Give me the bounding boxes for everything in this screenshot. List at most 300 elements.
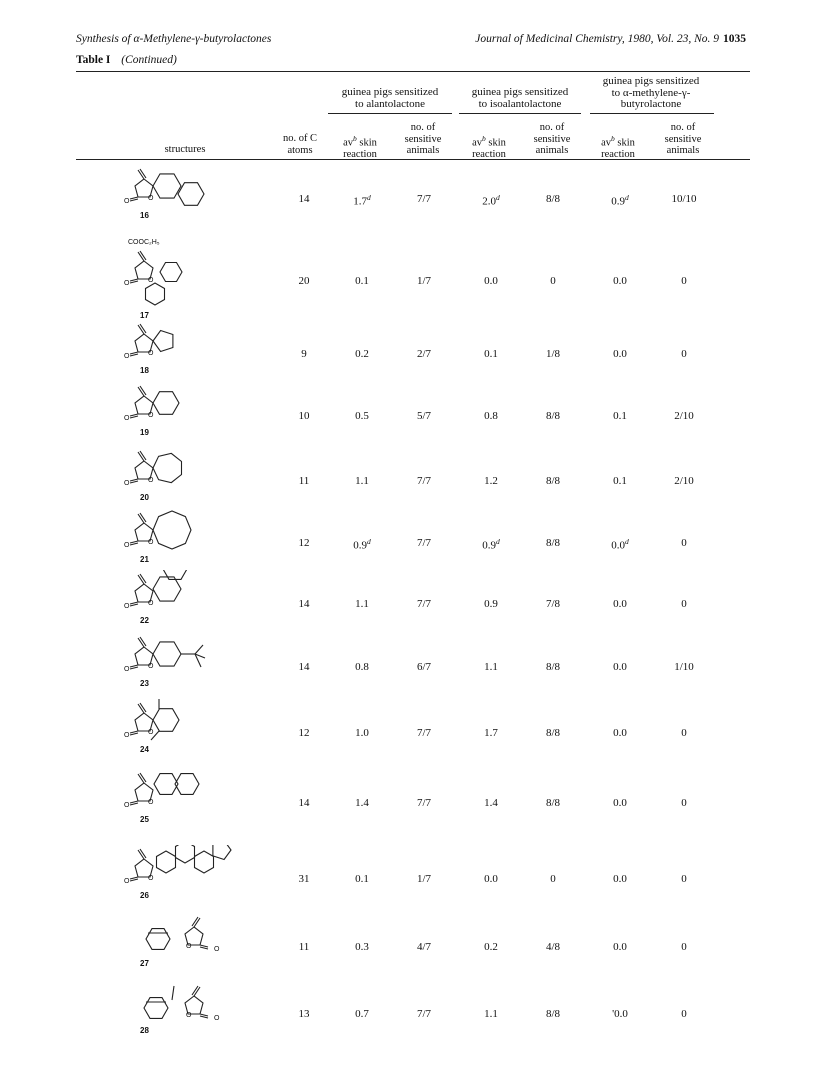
methylene-skin-reaction <box>592 475 648 487</box>
cell-value: 1.7 <box>353 195 367 208</box>
table-top-rule <box>76 71 750 72</box>
column-header-methylene-skin <box>588 133 648 161</box>
cell-value: 8/8 <box>545 193 561 205</box>
group-rule-methylene <box>590 113 714 114</box>
methylene-sensitive-animals <box>656 193 712 205</box>
cell-value: 1/10 <box>674 661 694 673</box>
isoalantolactone-skin-reaction <box>463 193 519 208</box>
compound-number: 21 <box>140 555 149 564</box>
cell-value: 0.9 <box>482 539 496 552</box>
svg-text:O: O <box>124 353 130 360</box>
carbocycle <box>144 998 168 1019</box>
cell-value: 0.0 <box>613 348 627 360</box>
isoalantolactone-sensitive-animals <box>525 1008 581 1020</box>
cell-value: 11 <box>298 475 310 487</box>
footnote-marker: d <box>496 537 500 546</box>
column-header-alantolactone-sensitive <box>392 122 454 157</box>
methylene-sensitive-animals <box>656 348 712 360</box>
header-line: sensitive <box>533 133 571 145</box>
cell-value: 7/7 <box>416 193 432 205</box>
cell-value: 0.2 <box>355 348 369 360</box>
cell-value: 14 <box>298 193 310 205</box>
structure-drawing <box>116 382 266 447</box>
journal-citation: Journal of Medicinal Chemistry, 1980, Vol. 23, No. 9 <box>475 33 719 45</box>
carbocycle <box>153 511 191 549</box>
structure-drawing <box>116 769 266 834</box>
isoalantolactone-skin-reaction <box>463 475 519 487</box>
alantolactone-sensitive-animals <box>396 193 452 205</box>
cell-value: 2/7 <box>416 348 432 360</box>
svg-text:O: O <box>148 195 154 202</box>
alantolactone-skin-reaction <box>334 410 390 422</box>
svg-text:O: O <box>124 542 130 549</box>
cell-value: 7/7 <box>416 475 432 487</box>
methylene-sensitive-animals <box>656 537 712 549</box>
carbon-count <box>276 598 332 610</box>
methylene-skin-reaction <box>592 275 648 287</box>
footnote-marker: d <box>625 537 629 546</box>
cell-value: 1.1 <box>355 598 369 610</box>
cell-value: 0.1 <box>484 348 498 360</box>
compound-number: 28 <box>140 1026 149 1035</box>
cell-value: 10/10 <box>671 193 697 205</box>
cell-value: '0.0 <box>612 1008 628 1020</box>
carbocycle <box>153 392 179 415</box>
group-header-line: to isoalantolactone <box>478 97 562 110</box>
cell-value: 0.1 <box>613 410 627 422</box>
cell-value: 2/10 <box>674 410 694 422</box>
cell-value: 4/8 <box>545 941 561 953</box>
structure-substituent: COOC₂H₅ <box>128 239 160 246</box>
cell-value: 0 <box>681 873 687 885</box>
cell-value: 8/8 <box>545 475 561 487</box>
alantolactone-skin-reaction <box>334 873 390 885</box>
structure-drawing <box>116 509 266 574</box>
structure-drawing <box>116 980 266 1045</box>
isoalantolactone-skin-reaction <box>463 275 519 287</box>
compound-number: 17 <box>140 311 149 320</box>
alantolactone-sensitive-animals <box>396 410 452 422</box>
compound-number: 22 <box>140 616 149 625</box>
group-rule-isoalantolactone <box>459 113 581 114</box>
structure-drawing <box>116 913 266 978</box>
cell-value: 0 <box>681 537 687 549</box>
header-skin: skin <box>614 137 635 149</box>
cell-value: 0.5 <box>355 410 369 422</box>
svg-text:O: O <box>124 480 130 487</box>
svg-text:O: O <box>124 280 130 287</box>
cell-value: 8/8 <box>545 410 561 422</box>
alantolactone-skin-reaction <box>334 193 390 208</box>
alantolactone-skin-reaction <box>334 941 390 953</box>
carbocycle <box>153 331 173 352</box>
compound-number: 27 <box>140 959 149 968</box>
isoalantolactone-sensitive-animals <box>525 727 581 739</box>
cell-value: 7/7 <box>416 1008 432 1020</box>
carbon-count <box>276 873 332 885</box>
cell-value: 0 <box>681 598 687 610</box>
header-line <box>330 133 390 149</box>
alantolactone-sensitive-animals <box>396 873 452 885</box>
alantolactone-skin-reaction <box>334 661 390 673</box>
compound-number: 18 <box>140 366 149 375</box>
running-head <box>76 33 746 49</box>
carbon-count <box>276 727 332 739</box>
structure-drawing <box>116 633 266 698</box>
structure-drawing <box>116 570 266 635</box>
cell-value: 8/8 <box>545 537 561 549</box>
cell-value: 2/10 <box>674 475 694 487</box>
carbocycle <box>146 283 165 305</box>
svg-text:O: O <box>124 802 130 809</box>
cell-value: 8/8 <box>545 1008 561 1020</box>
isoalantolactone-skin-reaction <box>463 661 519 673</box>
isoalantolactone-skin-reaction <box>463 941 519 953</box>
methylene-sensitive-animals <box>656 275 712 287</box>
cell-value: 2.0 <box>482 195 496 208</box>
carbon-count <box>276 661 332 673</box>
cell-value: 0 <box>681 1008 687 1020</box>
methylene-sensitive-animals <box>656 661 712 673</box>
alantolactone-sensitive-animals <box>396 598 452 610</box>
methylene-sensitive-animals <box>656 797 712 809</box>
cell-value: 0.1 <box>355 275 369 287</box>
methylene-skin-reaction <box>592 410 648 422</box>
header-line <box>588 133 648 149</box>
cell-value: 13 <box>298 1008 310 1020</box>
cell-value: 7/7 <box>416 598 432 610</box>
cell-value: 0.0 <box>484 275 498 287</box>
carbon-count <box>276 348 332 360</box>
methylene-skin-reaction <box>592 1008 648 1020</box>
carbocycle <box>153 577 181 601</box>
carbon-count <box>276 193 332 205</box>
alantolactone-sensitive-animals <box>396 275 452 287</box>
carbocycle <box>153 709 179 732</box>
cell-value: 0.0 <box>613 727 627 739</box>
isoalantolactone-skin-reaction <box>463 1008 519 1020</box>
svg-text:O: O <box>148 875 154 882</box>
structure-drawing <box>116 165 266 230</box>
alantolactone-sensitive-animals <box>396 661 452 673</box>
cell-value: 0.0 <box>484 873 498 885</box>
carbocycle <box>160 263 182 282</box>
column-header-isoalantolactone-sensitive <box>521 122 583 157</box>
cell-value: 14 <box>298 661 310 673</box>
carbon-count <box>276 1008 332 1020</box>
cell-value: 7/7 <box>416 727 432 739</box>
alantolactone-sensitive-animals <box>396 941 452 953</box>
header-line: reaction <box>343 149 377 160</box>
alantolactone-sensitive-animals <box>396 797 452 809</box>
cell-value: 4/7 <box>416 941 432 953</box>
isoalantolactone-sensitive-animals <box>525 661 581 673</box>
alantolactone-skin-reaction <box>334 1008 390 1020</box>
structure-drawing <box>116 320 266 385</box>
table-label: Table I <box>76 54 111 66</box>
methylene-skin-reaction <box>592 348 648 360</box>
compound-number: 26 <box>140 891 149 900</box>
compound-number: 24 <box>140 745 149 754</box>
svg-text:O: O <box>186 943 192 950</box>
running-head-journal <box>475 33 746 45</box>
svg-text:O: O <box>124 198 130 205</box>
isoalantolactone-skin-reaction <box>463 727 519 739</box>
header-line: reaction <box>472 149 506 160</box>
group-header-line: guinea pigs sensitized <box>602 75 700 87</box>
methylene-skin-reaction <box>592 797 648 809</box>
cell-value: 0 <box>681 797 687 809</box>
alantolactone-sensitive-animals <box>396 475 452 487</box>
footnote-marker: d <box>496 193 500 202</box>
column-header-isoalantolactone-skin <box>459 133 519 161</box>
svg-text:O: O <box>148 277 154 284</box>
isoalantolactone-skin-reaction <box>463 537 519 552</box>
header-av: av <box>343 137 354 149</box>
header-line: no. of <box>410 122 436 133</box>
carbocycle <box>195 851 214 873</box>
cell-value: 0.9 <box>611 195 625 208</box>
methylene-skin-reaction <box>592 873 648 885</box>
cell-value: 0.1 <box>613 475 627 487</box>
cell-value: 31 <box>298 873 310 885</box>
structure-drawing <box>116 845 266 910</box>
svg-text:O: O <box>148 350 154 357</box>
header-line: atoms <box>287 144 313 156</box>
methylene-sensitive-animals <box>656 941 712 953</box>
header-line: sensitive <box>404 133 442 145</box>
header-line: no. of <box>539 122 565 133</box>
alantolactone-sensitive-animals <box>396 727 452 739</box>
methylene-sensitive-animals <box>656 410 712 422</box>
svg-text:O: O <box>124 603 130 610</box>
cell-value: 0.0 <box>613 275 627 287</box>
svg-text:O: O <box>124 666 130 673</box>
cell-value: 0.9 <box>484 598 498 610</box>
svg-text:O: O <box>148 539 154 546</box>
methylene-skin-reaction <box>592 598 648 610</box>
carbocycle <box>176 845 195 863</box>
footnote-marker: d <box>367 193 371 202</box>
header-skin: skin <box>356 137 377 149</box>
isoalantolactone-sensitive-animals <box>525 193 581 205</box>
header-line: animals <box>535 145 569 156</box>
structure-drawing <box>116 247 266 312</box>
cell-value: 14 <box>298 598 310 610</box>
carbocycle <box>153 174 181 198</box>
methylene-sensitive-animals <box>656 598 712 610</box>
isoalantolactone-skin-reaction <box>463 873 519 885</box>
svg-text:O: O <box>148 477 154 484</box>
cell-value: 1.2 <box>484 475 498 487</box>
isoalantolactone-sensitive-animals <box>525 475 581 487</box>
cell-value: 8/8 <box>545 661 561 673</box>
footnote-b: b <box>611 134 615 143</box>
alantolactone-skin-reaction <box>334 275 390 287</box>
svg-text:O: O <box>148 799 154 806</box>
isoalantolactone-skin-reaction <box>463 797 519 809</box>
methylene-skin-reaction <box>592 727 648 739</box>
cell-value: 1.4 <box>484 797 498 809</box>
cell-value: 0.1 <box>355 873 369 885</box>
alantolactone-sensitive-animals <box>396 348 452 360</box>
methylene-skin-reaction <box>592 661 648 673</box>
table-header-bottom-rule <box>76 159 750 160</box>
header-line: sensitive <box>664 133 702 145</box>
group-header-isoalantolactone <box>455 87 585 110</box>
methylene-skin-reaction <box>592 537 648 552</box>
alantolactone-sensitive-animals <box>396 537 452 549</box>
column-header-alantolactone-skin <box>330 133 390 161</box>
column-header-structures: structures <box>164 144 206 155</box>
compound-number: 23 <box>140 679 149 688</box>
cell-value: 0 <box>550 873 556 885</box>
svg-text:O: O <box>148 412 154 419</box>
methylene-sensitive-animals <box>656 873 712 885</box>
column-header-carbon-atoms <box>270 133 330 156</box>
cell-value: 0.3 <box>355 941 369 953</box>
svg-text:O: O <box>124 415 130 422</box>
cell-value: 0.0 <box>611 539 625 552</box>
compound-number: 20 <box>140 493 149 502</box>
isoalantolactone-skin-reaction <box>463 410 519 422</box>
page-number: 1035 <box>723 33 746 45</box>
cell-value: 20 <box>298 275 310 287</box>
cell-value: 0.0 <box>613 941 627 953</box>
header-line: no. of <box>670 122 696 133</box>
isoalantolactone-sensitive-animals <box>525 348 581 360</box>
structure-drawing <box>116 447 266 512</box>
isoalantolactone-sensitive-animals <box>525 598 581 610</box>
cell-value: 0.8 <box>484 410 498 422</box>
cell-value: 0.9 <box>353 539 367 552</box>
alantolactone-skin-reaction <box>334 598 390 610</box>
isoalantolactone-sensitive-animals <box>525 941 581 953</box>
header-line: reaction <box>601 149 635 160</box>
svg-text:O: O <box>124 878 130 885</box>
cell-value: 7/8 <box>545 598 561 610</box>
carbocycle <box>157 851 176 873</box>
methylene-skin-reaction <box>592 941 648 953</box>
isoalantolactone-sensitive-animals <box>525 275 581 287</box>
structure-drawing <box>116 699 266 764</box>
methylene-skin-reaction <box>592 193 648 208</box>
column-header-methylene-sensitive <box>652 122 714 157</box>
methylene-sensitive-animals <box>656 475 712 487</box>
cell-value: 0.8 <box>355 661 369 673</box>
cell-value: 5/7 <box>416 410 432 422</box>
svg-text:O: O <box>148 729 154 736</box>
cell-value: 0 <box>550 275 556 287</box>
cell-value: 7/7 <box>416 537 432 549</box>
carbon-count <box>276 410 332 422</box>
footnote-marker: d <box>367 537 371 546</box>
cell-value: 8/8 <box>545 727 561 739</box>
cell-value: 0.2 <box>484 941 498 953</box>
svg-text:O: O <box>148 600 154 607</box>
header-line: animals <box>406 145 440 156</box>
header-line: animals <box>666 145 700 156</box>
header-skin: skin <box>485 137 506 149</box>
alantolactone-skin-reaction <box>334 537 390 552</box>
cell-value: 1.1 <box>355 475 369 487</box>
compound-number: 19 <box>140 428 149 437</box>
group-header-line: guinea pigs sensitized <box>341 86 439 98</box>
table-continued: (Continued) <box>121 54 177 66</box>
cell-value: 12 <box>298 537 310 549</box>
isoalantolactone-sensitive-animals <box>525 797 581 809</box>
carbon-count <box>276 941 332 953</box>
group-header-line: to α-methylene-γ- <box>611 86 691 99</box>
table-title <box>76 54 177 66</box>
alantolactone-sensitive-animals <box>396 1008 452 1020</box>
svg-text:O: O <box>214 946 220 953</box>
cell-value: 0.0 <box>613 661 627 673</box>
footnote-b: b <box>353 134 357 143</box>
carbon-count <box>276 475 332 487</box>
carbocycle <box>213 845 231 860</box>
group-header-alantolactone <box>325 87 455 110</box>
methylene-sensitive-animals <box>656 1008 712 1020</box>
alantolactone-skin-reaction <box>334 348 390 360</box>
cell-value: 7/7 <box>416 797 432 809</box>
cell-value: 0 <box>681 727 687 739</box>
carbocycle <box>153 453 182 482</box>
carbocycle <box>178 183 204 206</box>
alantolactone-skin-reaction <box>334 475 390 487</box>
group-rule-alantolactone <box>328 113 452 114</box>
cell-value: 1.4 <box>355 797 369 809</box>
cell-value: 1/8 <box>545 348 561 360</box>
cell-value: 0 <box>681 275 687 287</box>
isoalantolactone-sensitive-animals <box>525 410 581 422</box>
cell-value: 6/7 <box>416 661 432 673</box>
svg-text:O: O <box>148 663 154 670</box>
cell-value: 0.0 <box>613 598 627 610</box>
cell-value: 11 <box>298 941 310 953</box>
cell-value: 0.0 <box>613 797 627 809</box>
header-av: av <box>472 137 483 149</box>
svg-text:O: O <box>124 732 130 739</box>
isoalantolactone-skin-reaction <box>463 598 519 610</box>
svg-text:O: O <box>214 1015 220 1022</box>
carbon-count <box>276 275 332 287</box>
cell-value: 14 <box>298 797 310 809</box>
cell-value: 9 <box>301 348 307 360</box>
svg-text:O: O <box>186 1012 192 1019</box>
cell-value: 1/7 <box>416 873 432 885</box>
alantolactone-skin-reaction <box>334 797 390 809</box>
footnote-marker: d <box>625 193 629 202</box>
cell-value: 1.0 <box>355 727 369 739</box>
footnote-b: b <box>482 134 486 143</box>
methylene-sensitive-animals <box>656 727 712 739</box>
carbon-count <box>276 797 332 809</box>
isoalantolactone-sensitive-animals <box>525 873 581 885</box>
carbocycle <box>153 642 181 666</box>
isoalantolactone-skin-reaction <box>463 348 519 360</box>
cell-value: 1.7 <box>484 727 498 739</box>
cell-value: 10 <box>298 410 310 422</box>
cell-value: 0 <box>681 348 687 360</box>
cell-value: 0.0 <box>613 873 627 885</box>
running-head-title: Synthesis of α-Methylene-γ-butyrolactones <box>76 33 272 45</box>
header-line: no. of C <box>282 133 318 144</box>
group-header-line: butyrolactone <box>620 98 682 110</box>
cell-value: 0 <box>681 941 687 953</box>
group-header-methylene <box>586 76 716 111</box>
compound-number: 25 <box>140 815 149 824</box>
